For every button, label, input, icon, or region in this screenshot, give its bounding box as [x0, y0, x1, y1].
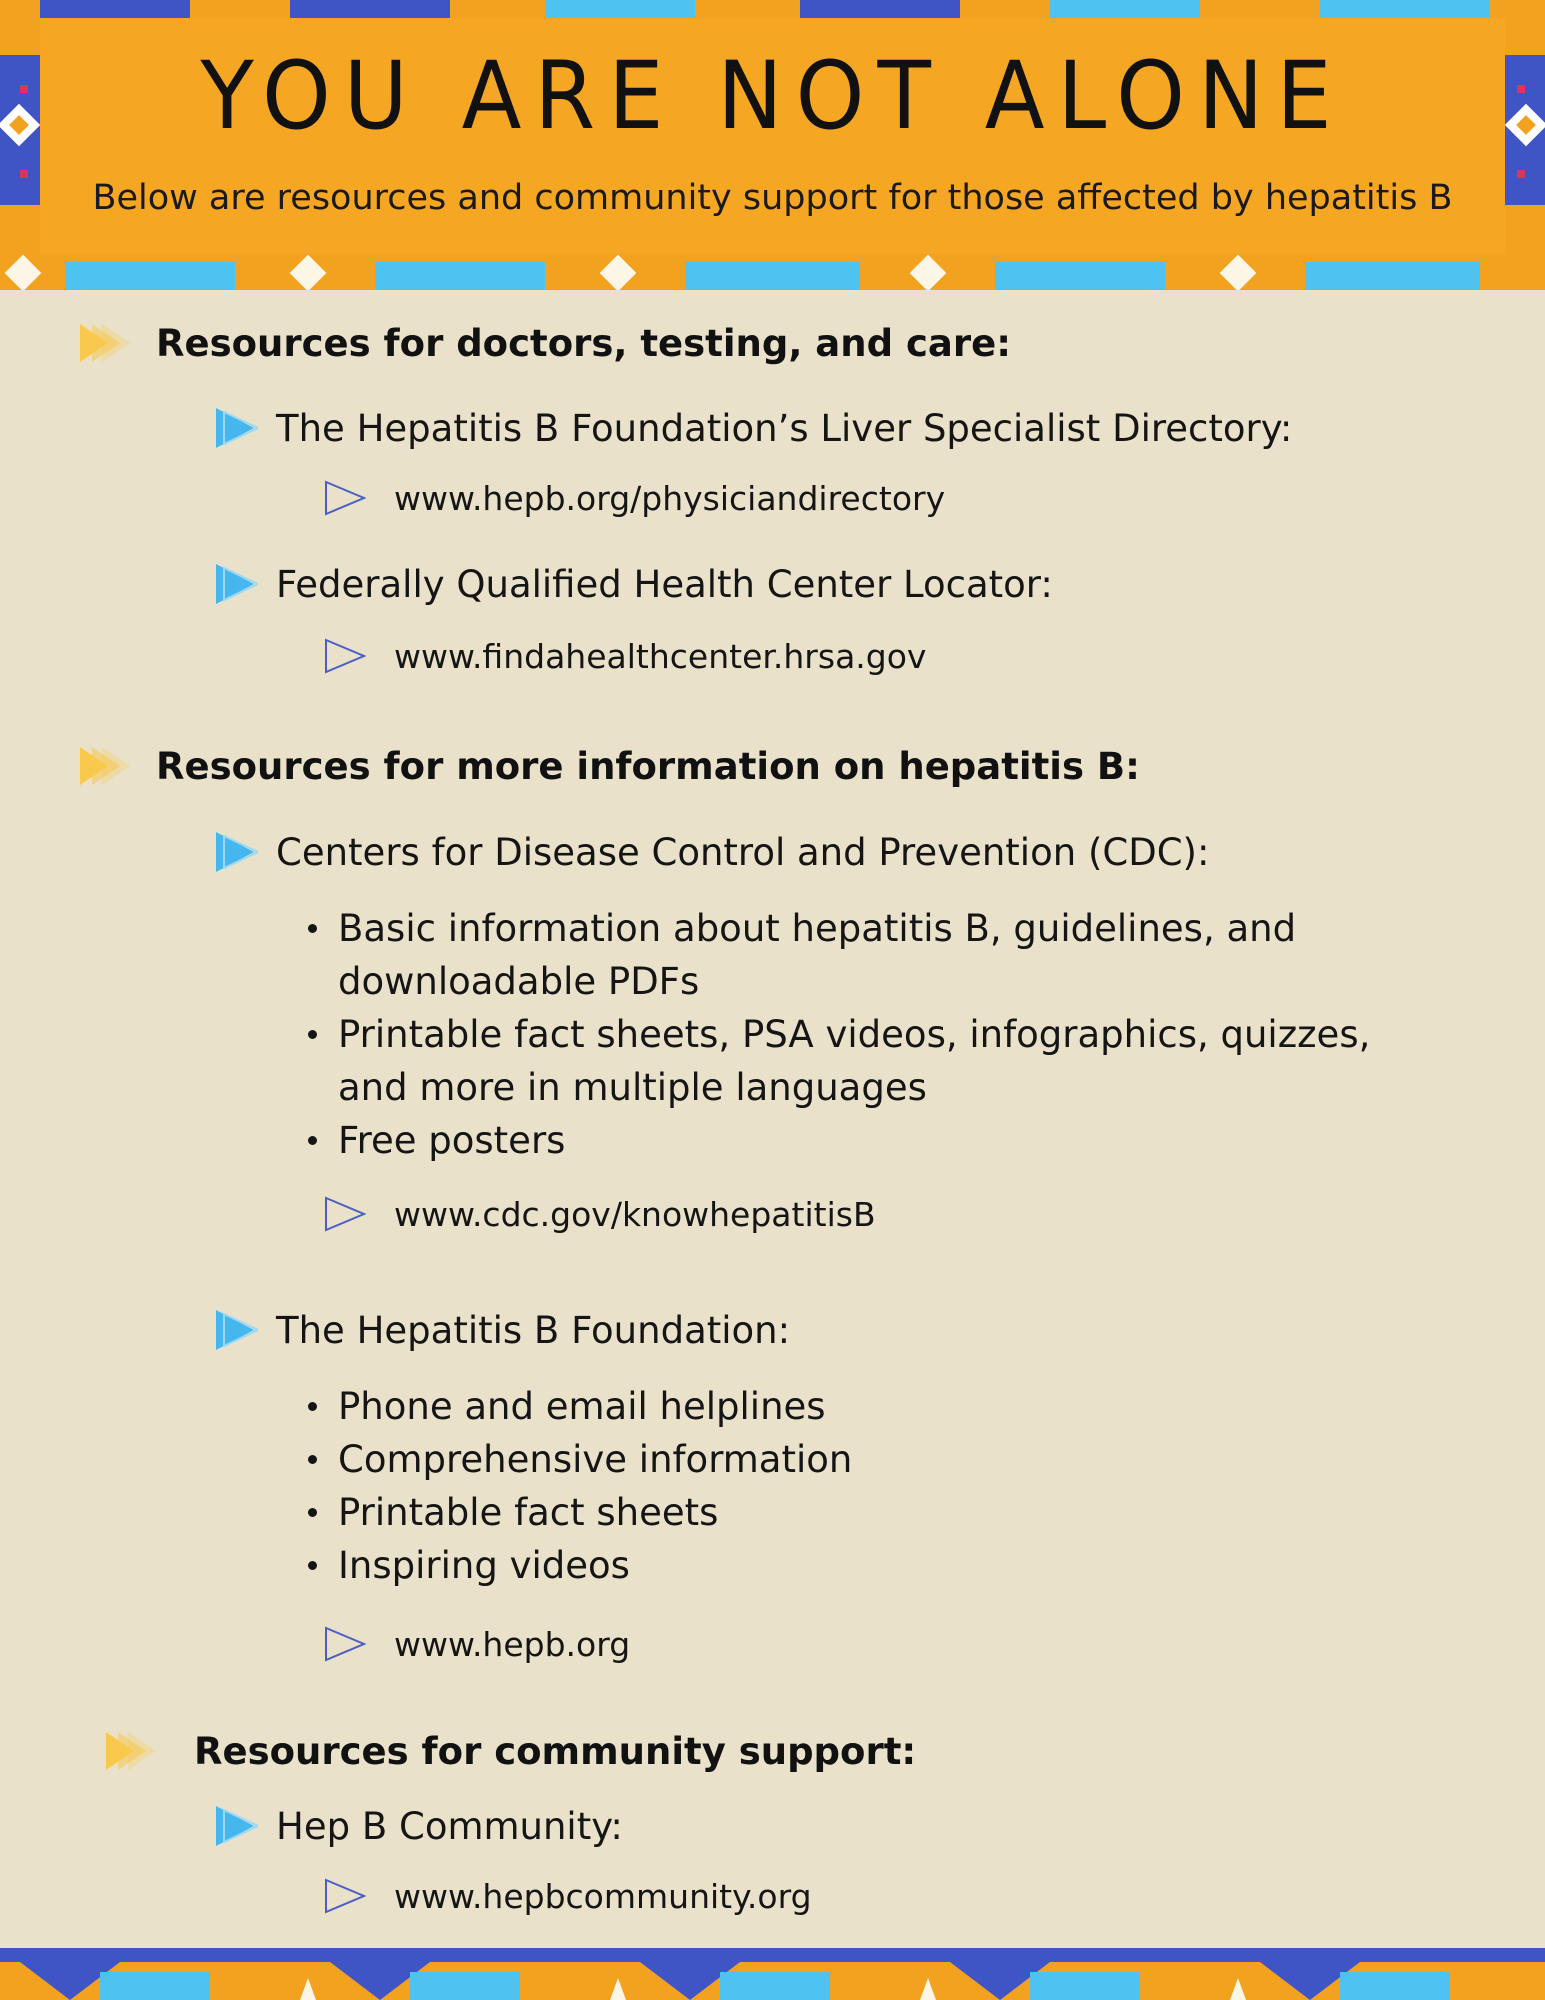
list-item: Free posters [338, 1114, 1370, 1167]
outline-triangle-icon [324, 1876, 366, 1916]
section-heading: Resources for community support: [194, 1729, 917, 1773]
triangle-blue-icon [214, 406, 258, 450]
footer-pattern [0, 1948, 1545, 2000]
triangle-blue-icon [214, 1308, 258, 1352]
item-label: Hep B Community: [276, 1804, 623, 1848]
outline-triangle-icon [324, 478, 366, 518]
left-pattern-tile [0, 55, 40, 205]
header-banner [0, 0, 1545, 290]
link-physician-directory[interactable]: www.hepb.org/physiciandirectory [394, 478, 946, 518]
list-item: Basic information about hepatitis B, guidelines, and [338, 902, 1370, 955]
triangle-blue-icon [214, 562, 258, 606]
item-health-center-locator [214, 562, 1053, 606]
double-chevron-gold-icon [104, 1728, 156, 1774]
footer-pattern-art [0, 1948, 1545, 2000]
link-row[interactable] [324, 1624, 630, 1664]
banner-bottom-pattern [0, 254, 1545, 290]
list-item: Phone and email helplines [338, 1380, 852, 1433]
link-health-center[interactable]: www.findahealthcenter.hrsa.gov [394, 636, 927, 676]
section-heading: Resources for doctors, testing, and care: [156, 321, 1011, 365]
list-item-continuation: downloadable PDFs [338, 960, 700, 1003]
section-community [104, 1728, 916, 1774]
item-label: Centers for Disease Control and Prevention (CDC): [276, 830, 1210, 874]
item-label: The Hepatitis B Foundation’s Liver Specialist Directory: [276, 406, 1293, 450]
outline-triangle-icon [324, 636, 366, 676]
page-subtitle: Below are resources and community support for those affected by hepatitis B [92, 178, 1453, 218]
right-pattern-tile [1505, 55, 1545, 205]
item-liver-directory [214, 406, 1292, 450]
page-title: YOU ARE NOT ALONE [200, 42, 1345, 151]
section-doctors [78, 320, 1011, 366]
list-item-continuation: and more in multiple languages [338, 1066, 927, 1109]
item-hepb-foundation [214, 1308, 790, 1352]
list-item: Comprehensive information [338, 1433, 852, 1486]
link-row[interactable] [324, 478, 945, 518]
link-hepb-community[interactable]: www.hepbcommunity.org [394, 1876, 812, 1916]
foundation-bullet-list [338, 1380, 852, 1592]
outline-triangle-icon [324, 1624, 366, 1664]
item-label: Federally Qualified Health Center Locator: [276, 562, 1053, 606]
list-item: Inspiring videos [338, 1539, 852, 1592]
item-label: The Hepatitis B Foundation: [276, 1308, 791, 1352]
link-row[interactable] [324, 636, 926, 676]
list-item: Printable fact sheets, PSA videos, infographics, quizzes, [338, 1008, 1370, 1061]
cdc-bullet-list [338, 902, 1370, 1167]
link-row[interactable] [324, 1194, 876, 1234]
outline-triangle-icon [324, 1194, 366, 1234]
double-chevron-gold-icon [78, 743, 130, 789]
section-heading: Resources for more information on hepatitis B: [156, 744, 1140, 788]
section-information [78, 743, 1140, 789]
list-item: Printable fact sheets [338, 1486, 852, 1539]
item-cdc [214, 830, 1209, 874]
triangle-blue-icon [214, 830, 258, 874]
top-pattern [0, 0, 1545, 18]
link-row[interactable] [324, 1876, 812, 1916]
item-hepb-community [214, 1804, 623, 1848]
triangle-blue-icon [214, 1804, 258, 1848]
link-cdc[interactable]: www.cdc.gov/knowhepatitisB [394, 1194, 876, 1234]
link-hepb[interactable]: www.hepb.org [394, 1624, 631, 1664]
double-chevron-gold-icon [78, 320, 130, 366]
